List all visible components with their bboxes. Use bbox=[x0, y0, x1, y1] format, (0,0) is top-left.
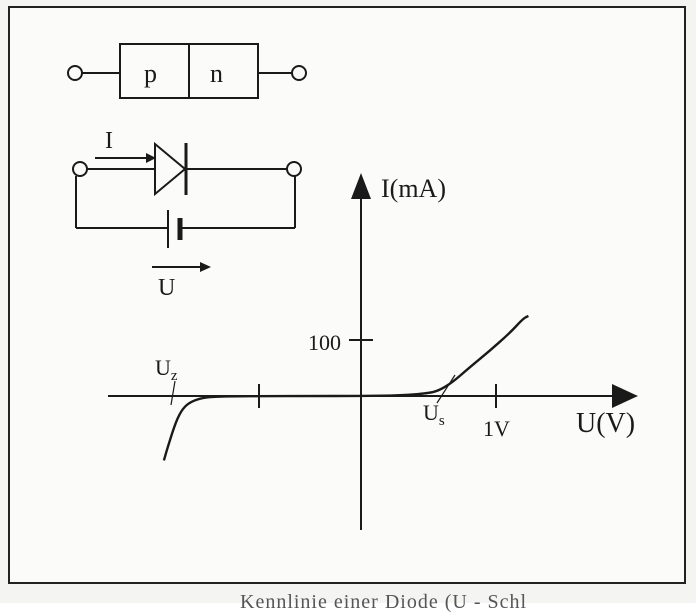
x-tick-label-1v: 1V bbox=[483, 416, 510, 441]
iv-chart bbox=[108, 173, 638, 530]
y-axis-arrow-icon bbox=[351, 173, 371, 199]
x-axis-label: U(V) bbox=[576, 408, 636, 439]
circuit-diagram bbox=[73, 128, 301, 301]
diode-icon bbox=[155, 144, 185, 194]
zener-voltage-label bbox=[155, 355, 178, 384]
voltage-label: U bbox=[158, 275, 176, 301]
threshold-label-main: U bbox=[423, 400, 439, 425]
caption-text: Kennlinie einer Diode (U - Schl bbox=[240, 591, 528, 613]
circuit-right-terminal bbox=[287, 162, 301, 176]
zener-pointer bbox=[171, 381, 175, 405]
right-terminal bbox=[292, 66, 306, 80]
zener-label-main: U bbox=[155, 355, 171, 380]
threshold-voltage-label bbox=[423, 400, 445, 429]
p-region-label: p bbox=[144, 59, 157, 88]
threshold-label-sub: s bbox=[438, 413, 445, 429]
left-terminal bbox=[68, 66, 82, 80]
voltage-arrow-icon bbox=[200, 262, 211, 272]
y-tick-label-100: 100 bbox=[308, 330, 341, 355]
figure-caption bbox=[240, 586, 528, 613]
pn-junction-symbol bbox=[68, 44, 306, 98]
characteristic-curve-line bbox=[164, 316, 529, 461]
y-axis-label: I(mA) bbox=[381, 174, 446, 203]
circuit-left-terminal bbox=[73, 162, 87, 176]
n-region-label: n bbox=[210, 59, 223, 88]
zener-label-sub: z bbox=[170, 368, 178, 384]
current-label: I bbox=[105, 128, 113, 154]
x-axis-arrow-icon bbox=[612, 384, 638, 408]
